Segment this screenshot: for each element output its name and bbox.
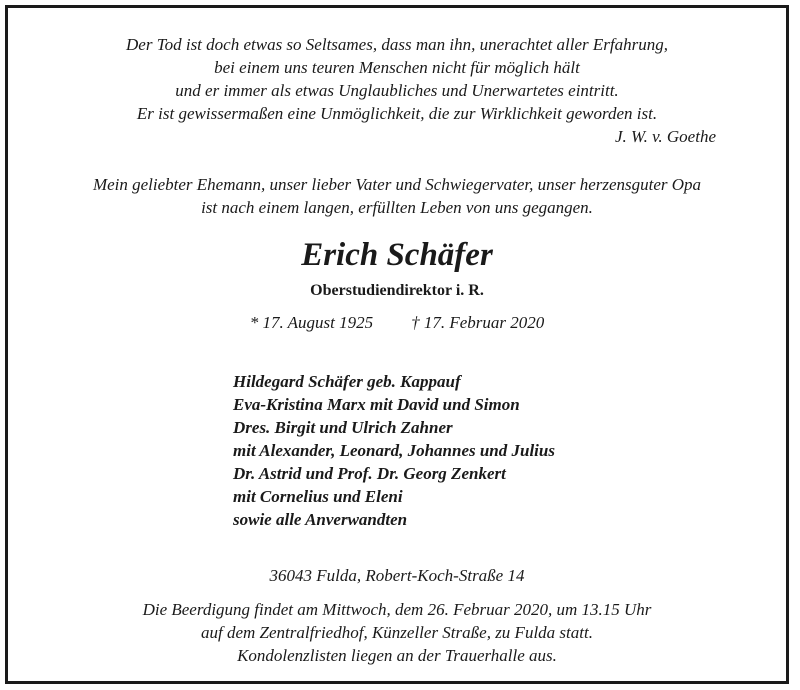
birth-date: * 17. August 1925 [249,313,374,332]
funeral-line: auf dem Zentralfriedhof, Künzeller Straße, zu Fulda statt. [201,623,593,642]
mourner-line: mit Alexander, Leonard, Johannes und Julius [233,441,555,460]
mourners-list [233,370,555,531]
funeral-line: Kondolenzlisten liegen an der Trauerhalle aus. [237,646,557,665]
death-date: † 17. Februar 2020 [411,313,545,332]
quote-line: Er ist gewissermaßen eine Unmöglichkeit, die zur Wirklichkeit geworden ist. [136,104,658,123]
obituary-notice [5,5,789,684]
quote-line: Der Tod ist doch etwas so Seltsames, dass man ihn, unerachtet aller Erfahrung, [126,35,668,54]
funeral-line: Die Beerdigung findet am Mittwoch, dem 26. Februar 2020, um 13.15 Uhr [142,600,652,619]
quote-line: bei einem uns teuren Menschen nicht für möglich hält [214,58,580,77]
quote-author: J. W. v. Goethe [614,127,716,146]
mourner-line: Dr. Astrid und Prof. Dr. Georg Zenkert [233,464,506,483]
quote-line: und er immer als etwas Unglaubliches und Unerwartetes eintritt. [175,81,619,100]
mourner-line: Dres. Birgit und Ulrich Zahner [233,418,453,437]
mourner-line: Hildegard Schäfer geb. Kappauf [233,372,461,391]
intro-line: ist nach einem langen, erfüllten Leben von uns gegangen. [201,198,593,217]
life-dates [8,313,786,333]
mourner-line: Eva-Kristina Marx mit David und Simon [233,395,520,414]
address: 36043 Fulda, Robert-Koch-Straße 14 [269,566,525,585]
mourner-line: mit Cornelius und Eleni [233,487,403,506]
deceased-title: Oberstudiendirektor i. R. [310,282,484,299]
deceased-name: Erich Schäfer [301,237,493,273]
mourner-line: sowie alle Anverwandten [233,510,408,529]
intro-line: Mein geliebter Ehemann, unser lieber Vater und Schwiegervater, unser herzensguter Opa [92,175,702,194]
